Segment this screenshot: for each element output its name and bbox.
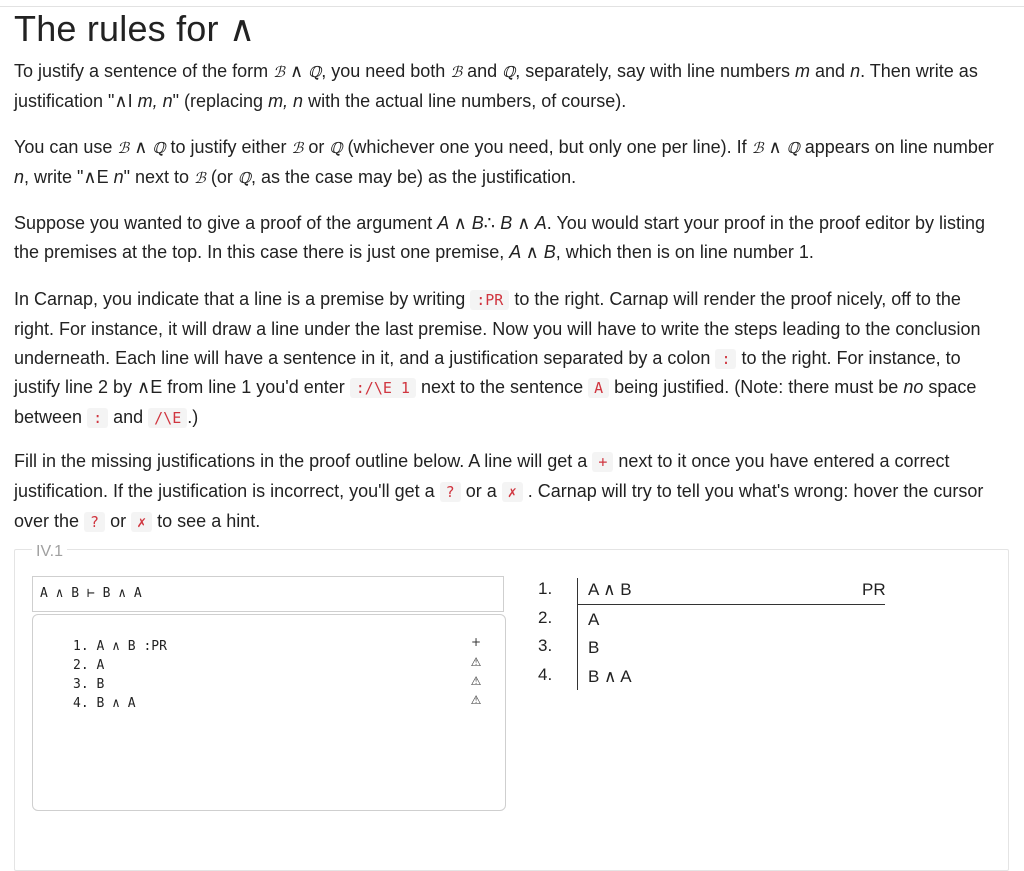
p1-text: and <box>810 61 851 81</box>
p2-script-q: ℚ <box>786 139 800 157</box>
p1-script-p: ℬ <box>450 63 463 81</box>
p5-text: or <box>110 510 132 531</box>
proof-line-number: 4. <box>538 665 553 684</box>
p1-text: " (replacing <box>172 90 269 111</box>
editor-line-2[interactable]: 2. A <box>73 658 105 673</box>
code-plus: + <box>592 452 613 472</box>
p3-premise: A ∧ B <box>509 241 556 262</box>
p1-var-mn: m, n <box>137 90 173 111</box>
p3-text: . You would start your proof in the proof editor by listing the premises at the top. In this case there is just one premise, <box>14 213 986 262</box>
code-cross: ✗ <box>131 512 152 532</box>
warning-icon[interactable]: ⚠ <box>470 674 482 688</box>
premise-divider-line <box>577 604 885 605</box>
p5-text: next to it once you have entered a correct justification. If the justification is incorrect, you'll get a <box>14 451 950 501</box>
code-a: A <box>588 378 609 398</box>
p2-script-p: ℬ <box>751 139 764 157</box>
p2-text: ∧ <box>763 137 787 157</box>
p5-text: or a <box>465 480 502 501</box>
p2-script-q: ℚ <box>152 139 166 157</box>
p2-text: ∧ <box>129 137 153 157</box>
p2-var-n: n <box>113 166 124 187</box>
p2-text: , write "∧E <box>24 166 114 187</box>
p2-script-q: ℚ <box>237 168 251 187</box>
page-title: The rules for ∧ <box>14 8 256 49</box>
rendered-proof <box>530 575 900 695</box>
p4-text: next to the sentence <box>420 377 589 398</box>
p2-text: appears on line number <box>799 137 994 157</box>
code-question: ? <box>84 512 105 532</box>
code-colon: : <box>715 349 736 369</box>
p4-text: .) <box>187 407 199 428</box>
exercise-label: IV.1 <box>32 543 67 561</box>
p4-text: space between <box>14 377 977 428</box>
p2-var-n: n <box>14 166 25 187</box>
p3-text: Suppose you wanted to give a proof of the argument <box>14 213 438 233</box>
code-question: ? <box>440 482 461 502</box>
p1-text: ∧ <box>284 61 309 81</box>
p2-script-q: ℚ <box>329 139 343 157</box>
p2-script-p: ℬ <box>117 139 130 157</box>
p4-text: to the right. Carnap will render the proof nicely, off to the right. For instance, it will draw a line under the last premise. Now you will have to write the steps leading to the conclusion underneath. Each line will have a sentence in it, and a justification separated by a colon <box>14 289 981 368</box>
p1-text: , you need both <box>321 61 451 81</box>
p5-text: to see a hint. <box>157 510 261 531</box>
check-plus-icon[interactable]: + <box>470 635 482 649</box>
p2-script-p: ℬ <box>194 168 206 187</box>
p3-text: , which then is on line number 1. <box>555 241 814 262</box>
p2-text: (or <box>205 166 238 187</box>
top-divider <box>0 6 1024 7</box>
goal-sequent: A ∧ B ⊢ B ∧ A <box>32 576 504 612</box>
code-and-elim: :/\E 1 <box>350 378 416 398</box>
paragraph-elimination <box>14 133 1004 193</box>
p2-text: You can use <box>14 137 118 157</box>
p4-text: In Carnap, you indicate that a line is a premise by writing <box>14 289 471 309</box>
code-and-elim-rule: /\E <box>148 408 187 428</box>
proof-line-number: 3. <box>538 636 553 655</box>
p1-text: and <box>462 61 503 81</box>
p1-var-mn: m, n <box>268 90 304 111</box>
p5-text: Fill in the missing justifications in the proof outline below. A line will get a <box>14 451 593 471</box>
paragraph-intro-conjunction <box>14 57 1004 116</box>
code-cross: ✗ <box>502 482 523 502</box>
warning-icon[interactable]: ⚠ <box>470 655 482 669</box>
p4-text: to the right. For instance, to justify line 2 by ∧E from line 1 you'd enter <box>14 347 961 398</box>
p1-var-m: m <box>795 61 811 81</box>
p1-script-p: ℬ <box>273 63 285 81</box>
p5-text: . Carnap will try to tell you what's wrong: hover the cursor over the <box>14 480 984 531</box>
proof-line-sentence: B ∧ A <box>588 667 632 686</box>
paragraph-fill-in-instructions <box>14 447 1004 536</box>
proof-line-sentence: B <box>588 638 600 657</box>
p4-emphasis-no: no <box>903 377 924 398</box>
p4-text: and <box>113 407 149 428</box>
p1-var-n: n <box>850 61 861 81</box>
warning-icon[interactable]: ⚠ <box>470 693 482 707</box>
p2-script-p: ℬ <box>291 139 304 157</box>
p2-text: to justify either <box>165 137 292 157</box>
proof-line-number: 1. <box>538 579 553 598</box>
p1-script-q: ℚ <box>308 63 322 81</box>
proof-scope-line <box>577 578 578 690</box>
editor-line-1[interactable]: 1. A ∧ B :PR <box>73 639 167 654</box>
p2-text: " next to <box>123 166 195 187</box>
code-colon: : <box>87 408 108 428</box>
proof-line-number: 2. <box>538 608 553 627</box>
p4-text: being justified. (Note: there must be <box>614 377 904 398</box>
p1-text: , separately, say with line numbers <box>515 61 796 81</box>
editor-line-3[interactable]: 3. B <box>73 677 105 692</box>
p1-text: with the actual line numbers, of course). <box>303 90 627 111</box>
proof-line-sentence: A ∧ B <box>588 580 632 599</box>
code-pr: :PR <box>470 290 509 310</box>
p1-script-q: ℚ <box>502 63 516 81</box>
editor-line-4[interactable]: 4. B ∧ A <box>73 696 136 711</box>
p2-text: (whichever one you need, but only one per line). If <box>342 137 752 157</box>
proof-editor[interactable] <box>32 614 506 811</box>
p2-text: , as the case may be) as the justification. <box>250 166 577 187</box>
proof-line-sentence: A <box>588 610 600 629</box>
p1-text: To justify a sentence of the form <box>14 61 274 81</box>
proof-line-justification: PR <box>862 580 886 599</box>
p1-text: . Then write as justification "∧I <box>14 61 978 111</box>
p3-argument: A ∧ B∴ B ∧ A <box>437 213 547 233</box>
paragraph-example-argument <box>14 209 1004 267</box>
p2-text: or <box>303 137 330 157</box>
paragraph-carnap-instructions <box>14 285 1004 433</box>
